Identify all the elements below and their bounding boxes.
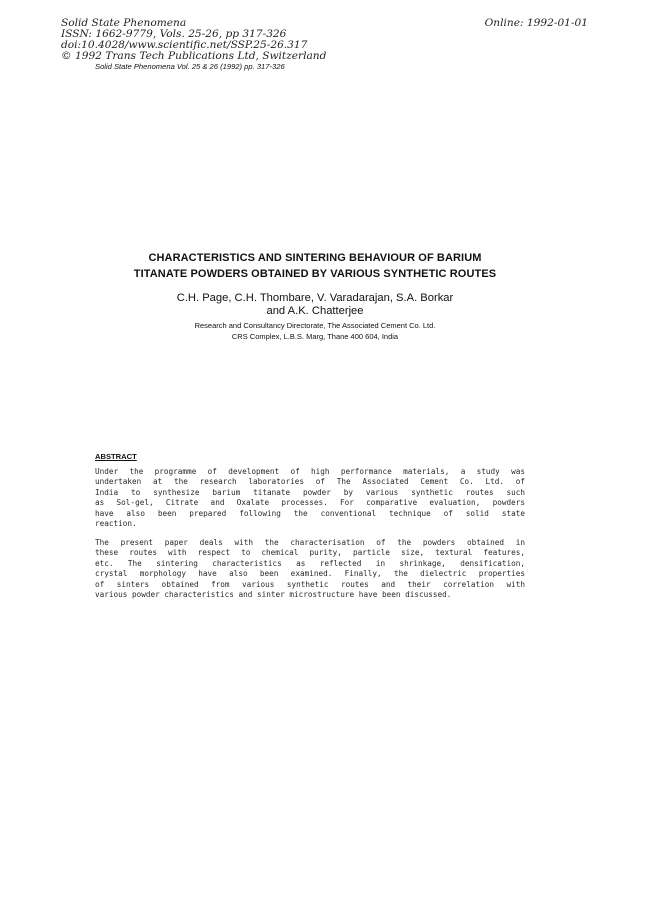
affiliation [100, 320, 530, 342]
issn-line: ISSN: 1662-9779, Vols. 25-26, pp 317-326 [61, 28, 287, 40]
affiliation-line-2: CRS Complex, L.B.S. Marg, Thane 400 604, India [231, 332, 399, 341]
title-line-1: CHARACTERISTICS AND SINTERING BEHAVIOUR OF BARIUM [148, 252, 482, 264]
title-line-2: TITANATE POWDERS OBTAINED BY VARIOUS SYNTHETIC ROUTES [133, 268, 497, 280]
abstract-line: have also been prepared following the conventional technique of solid state [95, 508, 525, 518]
paper-title [90, 250, 540, 282]
abstract-line: various powder characteristics and sinter microstructure have been discussed. [95, 590, 452, 600]
authors-line-1: C.H. Page, C.H. Thombare, V. Varadarajan, S.A. Borkar [176, 292, 454, 304]
abstract-paragraph-2 [95, 538, 525, 600]
doi-link[interactable]: doi:10.4028/www.scientific.net/SSP.25-26.317 [61, 39, 308, 51]
abstract-line: of sinters obtained from various synthetic routes and their correlation with [95, 579, 525, 589]
abstract-paragraph-1 [95, 467, 525, 529]
abstract-line: as Sol-gel, Citrate and Oxalate processes. For comparative evaluation, powders [95, 498, 525, 508]
copyright-line: © 1992 Trans Tech Publications Ltd, Switzerland [61, 50, 327, 62]
abstract-line: these routes with respect to chemical purity, particle size, textural features, [95, 548, 525, 558]
abstract-line: undertaken at the research laboratories of The Associated Cement Co. Ltd. of [95, 477, 525, 487]
journal-reference: Solid State Phenomena Vol. 25 & 26 (1992) pp. 317-326 [95, 62, 285, 71]
abstract-line: The present paper deals with the characterisation of the powders obtained in [95, 538, 525, 547]
abstract-line: Under the programme of development of high performance materials, a study was [95, 467, 525, 476]
abstract-line: etc. The sintering characteristics as reflected in shrinkage, densification, [95, 558, 525, 568]
authors-line-2: and A.K. Chatterjee [266, 305, 364, 317]
journal-name: Solid State Phenomena [61, 17, 187, 29]
author-list [100, 292, 530, 318]
abstract-line: India to synthesize barium titanate powder by various synthetic routes such [95, 487, 525, 497]
abstract-line: reaction. [95, 519, 137, 529]
abstract-heading: ABSTRACT [95, 452, 137, 461]
abstract-line: crystal morphology have also been examined. Finally, the dielectric properties [95, 569, 525, 579]
affiliation-line-1: Research and Consultancy Directorate, The Associated Cement Co. Ltd. [194, 321, 436, 330]
online-date: Online: 1992-01-01 [484, 17, 588, 29]
